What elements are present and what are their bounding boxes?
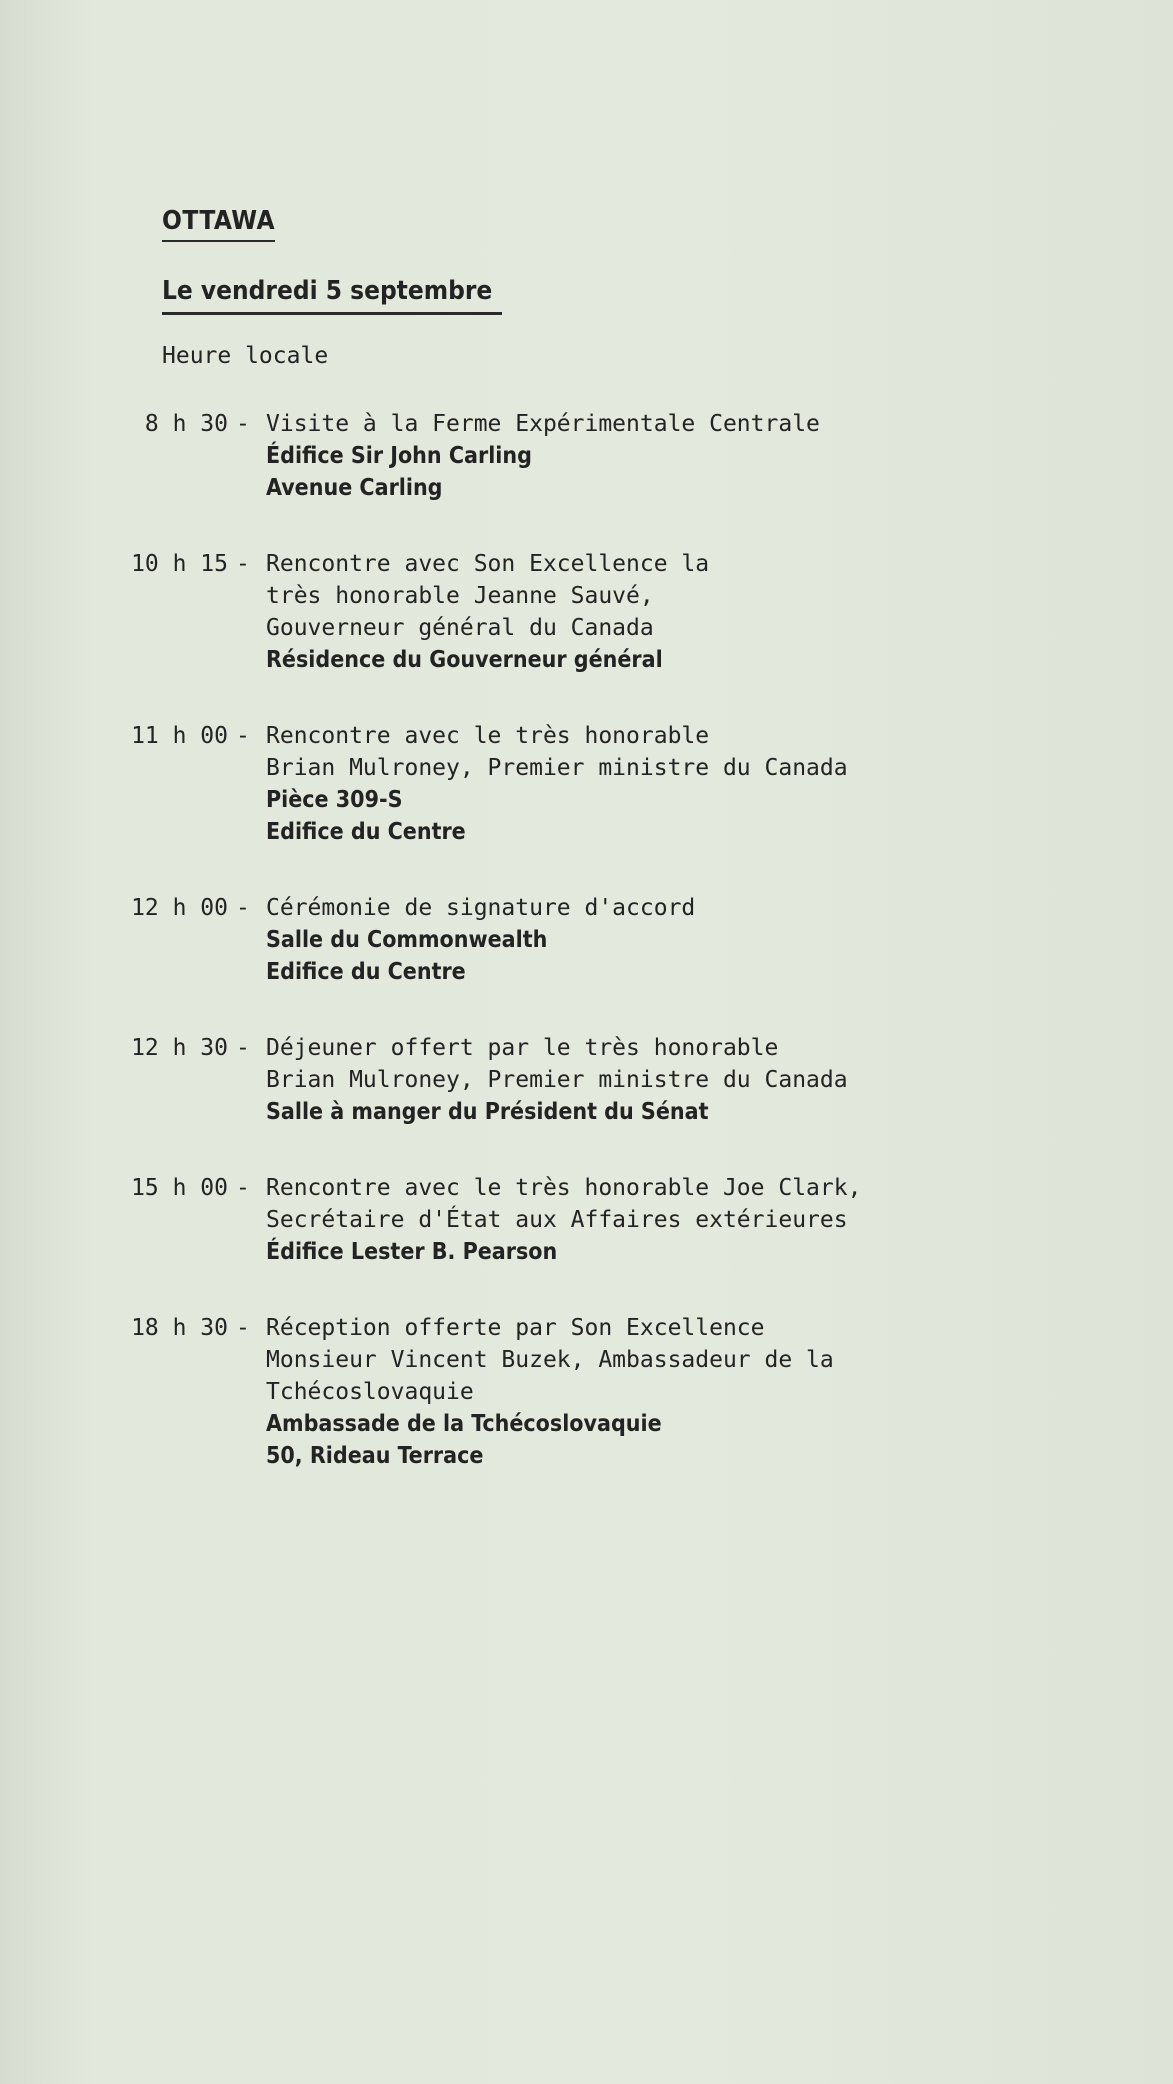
entry-body bbox=[266, 720, 1066, 848]
entry-location: Salle du Commonwealth bbox=[266, 927, 548, 953]
timezone-label: Heure locale bbox=[162, 343, 329, 369]
entry-description: Brian Mulroney, Premier ministre du Canada bbox=[266, 755, 848, 781]
entry-description: Rencontre avec le très honorable Joe Clark, bbox=[266, 1175, 862, 1201]
entry-description: Cérémonie de signature d'accord bbox=[266, 895, 696, 921]
entry-dash: - bbox=[236, 551, 250, 577]
entry-body bbox=[266, 892, 1066, 988]
entry-description: Réception offerte par Son Excellence bbox=[266, 1315, 765, 1341]
entry-location: 50, Rideau Terrace bbox=[266, 1443, 484, 1469]
entry-time: 15 h 00 bbox=[131, 1175, 228, 1201]
entry-location: Salle à manger du Président du Sénat bbox=[266, 1099, 709, 1125]
entry-dash: - bbox=[236, 411, 250, 437]
entry-body bbox=[266, 1312, 1066, 1472]
entry-description: très honorable Jeanne Sauvé, bbox=[266, 583, 654, 609]
date-heading: Le vendredi 5 septembre bbox=[162, 274, 502, 315]
schedule-entry bbox=[0, 548, 1173, 676]
entry-dash: - bbox=[236, 723, 250, 749]
entry-description: Déjeuner offert par le très honorable bbox=[266, 1035, 779, 1061]
schedule-entry bbox=[0, 1032, 1173, 1128]
entry-dash: - bbox=[236, 1035, 250, 1061]
schedule-list bbox=[0, 408, 1173, 1516]
schedule-entry bbox=[0, 720, 1173, 848]
entry-time: 18 h 30 bbox=[131, 1315, 228, 1341]
entry-location: Edifice du Centre bbox=[266, 819, 466, 845]
entry-body bbox=[266, 1172, 1066, 1268]
entry-description: Monsieur Vincent Buzek, Ambassadeur de la bbox=[266, 1347, 834, 1373]
entry-time: 12 h 30 bbox=[131, 1035, 228, 1061]
entry-description: Gouverneur général du Canada bbox=[266, 615, 654, 641]
schedule-entry bbox=[0, 1172, 1173, 1268]
entry-location: Résidence du Gouverneur général bbox=[266, 647, 663, 673]
entry-location: Pièce 309-S bbox=[266, 787, 403, 813]
schedule-entry bbox=[0, 1312, 1173, 1472]
entry-time: 8 h 30 bbox=[144, 411, 228, 437]
entry-body bbox=[266, 408, 1066, 504]
schedule-entry bbox=[0, 408, 1173, 504]
entry-location: Édifice Sir John Carling bbox=[266, 443, 532, 469]
entry-location: Edifice du Centre bbox=[266, 959, 466, 985]
entry-dash: - bbox=[236, 1315, 250, 1341]
city-heading: OTTAWA bbox=[162, 204, 275, 242]
entry-time: 10 h 15 bbox=[131, 551, 228, 577]
entry-location: Avenue Carling bbox=[266, 475, 443, 501]
entry-location: Ambassade de la Tchécoslovaquie bbox=[266, 1411, 662, 1437]
entry-time: 11 h 00 bbox=[131, 723, 228, 749]
entry-description: Visite à la Ferme Expérimentale Centrale bbox=[266, 411, 820, 437]
entry-body bbox=[266, 1032, 1066, 1128]
entry-description: Tchécoslovaquie bbox=[266, 1379, 474, 1405]
entry-description: Secrétaire d'État aux Affaires extérieures bbox=[266, 1207, 848, 1233]
entry-description: Brian Mulroney, Premier ministre du Canada bbox=[266, 1067, 848, 1093]
entry-description: Rencontre avec le très honorable bbox=[266, 723, 710, 749]
entry-time: 12 h 00 bbox=[131, 895, 228, 921]
schedule-entry bbox=[0, 892, 1173, 988]
entry-location: Édifice Lester B. Pearson bbox=[266, 1239, 558, 1265]
entry-dash: - bbox=[236, 1175, 250, 1201]
entry-description: Rencontre avec Son Excellence la bbox=[266, 551, 710, 577]
entry-body bbox=[266, 548, 1066, 676]
entry-dash: - bbox=[236, 895, 250, 921]
